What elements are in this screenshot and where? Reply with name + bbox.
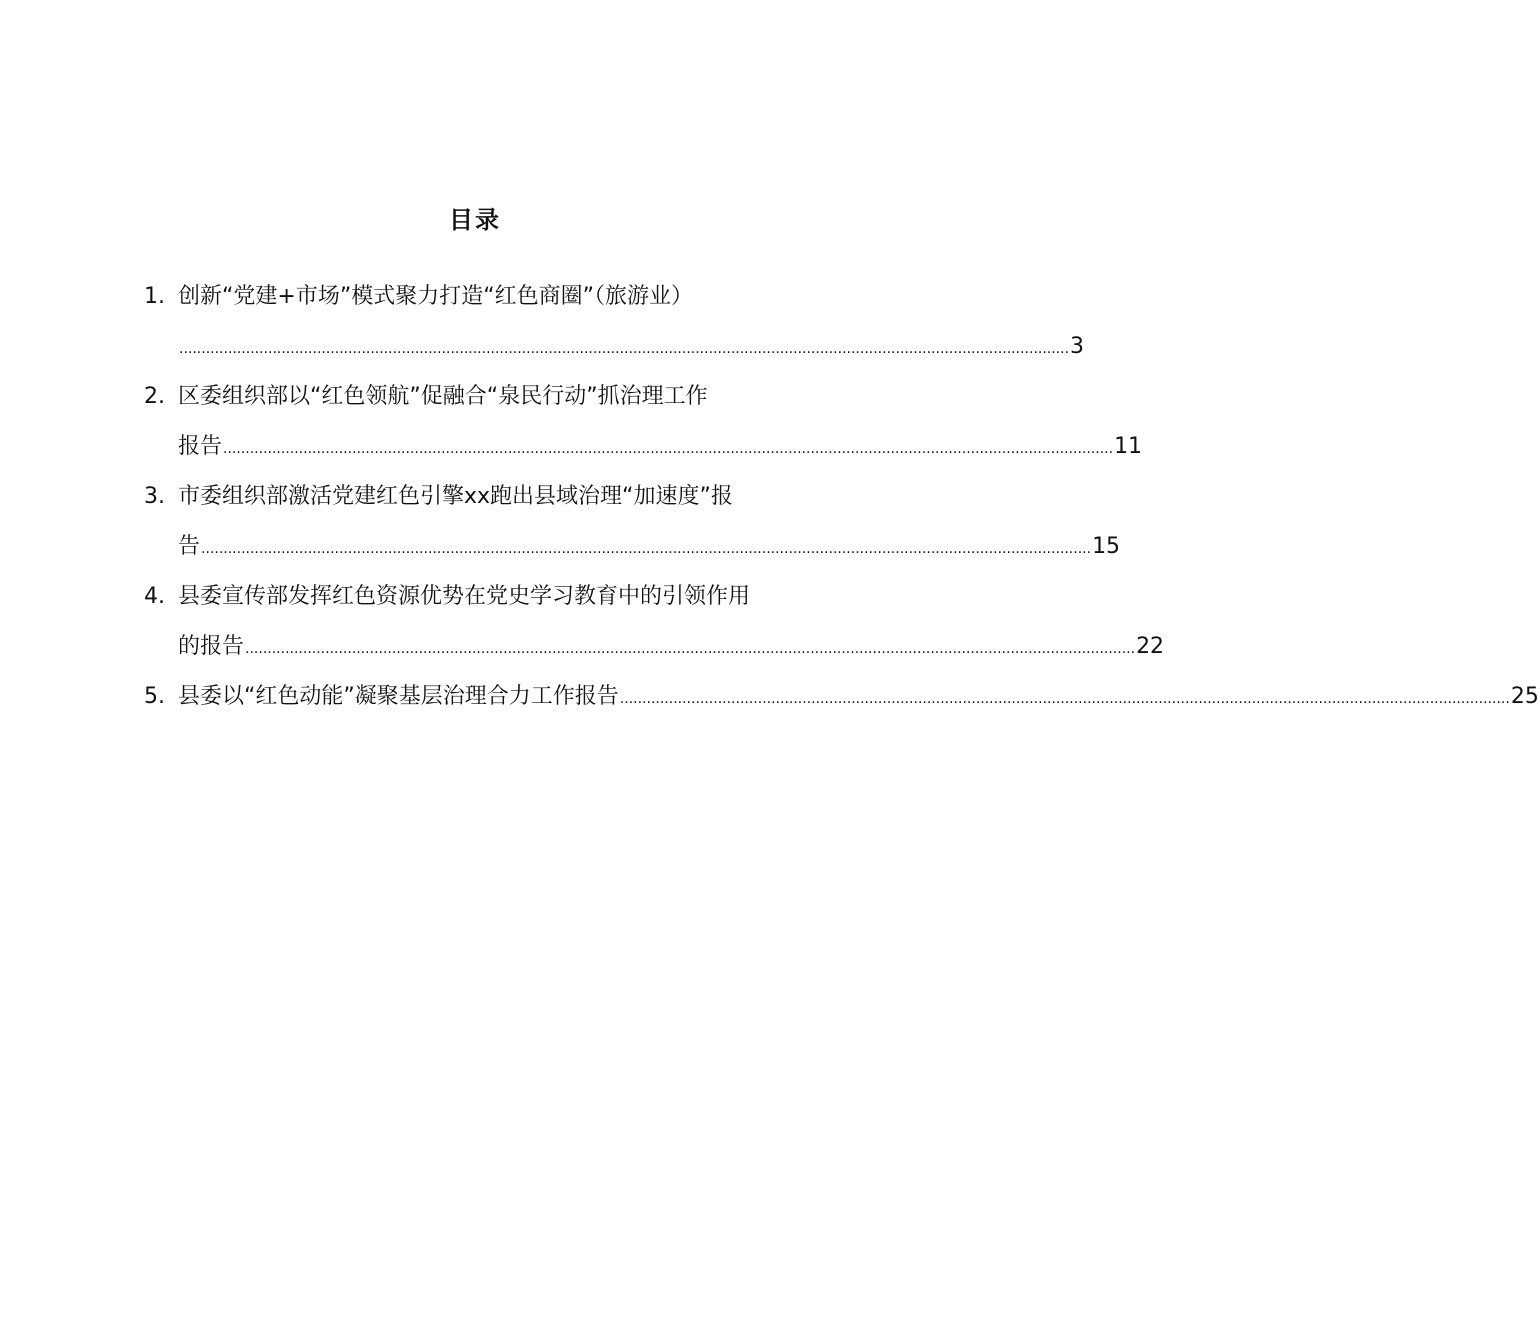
- toc-entry-title: 区委组织部以“红色领航”促融合“泉民行动”抓治理工作: [178, 384, 708, 409]
- toc-entry-title-cont: 告: [178, 534, 201, 559]
- toc-entry-3[interactable]: [144, 472, 1121, 572]
- toc-entry-page: 25: [1510, 684, 1539, 709]
- dot-leader: ........................................................................................................................................................................................................: [201, 541, 1092, 557]
- dot-leader: ........................................................................................................................................................................................................: [245, 641, 1136, 657]
- toc-entry-number: 5.: [144, 684, 165, 709]
- toc-entry-number: 1.: [144, 284, 165, 309]
- toc-entry-title-cont: 报告: [178, 434, 223, 459]
- toc-entry-title: 市委组织部激活党建红色引擎xx跑出县域治理“加速度”报: [178, 484, 733, 509]
- toc-entry-page: 22: [1136, 634, 1165, 659]
- toc-entry-line: [144, 422, 1143, 472]
- toc-entry-title-cont: 的报告: [178, 634, 245, 659]
- toc-entry-page: 11: [1114, 434, 1143, 459]
- toc-entry-line: [144, 672, 1539, 722]
- toc-entry-5[interactable]: [144, 672, 1539, 722]
- toc-entry-line: [144, 522, 1121, 572]
- toc-title: 目录: [449, 206, 501, 234]
- toc-entry-page: 3: [1070, 334, 1085, 359]
- toc-entry-page: 15: [1092, 534, 1121, 559]
- toc-entry-title: 县委以“红色动能”凝聚基层治理合力工作报告: [178, 684, 619, 709]
- toc-entry-line: [144, 622, 1165, 672]
- toc-entry-4[interactable]: [144, 572, 1165, 672]
- toc-entry-number: 2.: [144, 384, 165, 409]
- toc-entry-line: [144, 472, 806, 522]
- toc-entry-number: 4.: [144, 584, 165, 609]
- toc-entry-1[interactable]: [144, 272, 1085, 372]
- toc-entry-2[interactable]: [144, 372, 1143, 472]
- dot-leader: ........................................................................................................................................................................................................: [619, 691, 1510, 707]
- table-of-contents: [144, 272, 1539, 722]
- dot-leader: ........................................................................................................................................................................................................: [179, 341, 1070, 357]
- toc-entry-line: [144, 372, 806, 422]
- toc-entry-number: 3.: [144, 484, 165, 509]
- toc-entry-title: 创新“党建+市场”模式聚力打造“红色商圈”（旅游业）: [178, 284, 694, 309]
- toc-entry-line: [144, 572, 806, 622]
- toc-entry-title: 县委宣传部发挥红色资源优势在党史学习教育中的引领作用: [178, 584, 751, 609]
- dot-leader: ........................................................................................................................................................................................................: [223, 441, 1114, 457]
- toc-entry-line: [144, 322, 1085, 372]
- toc-entry-line: [144, 272, 806, 322]
